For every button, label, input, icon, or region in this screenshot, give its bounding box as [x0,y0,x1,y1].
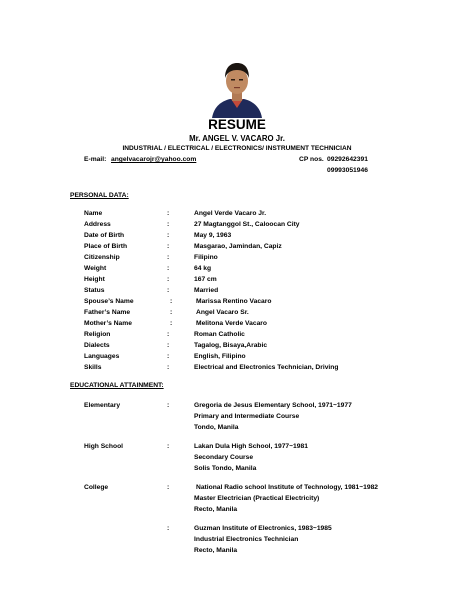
personal-label: Address [84,221,111,228]
education-school: Guzman Institute of Electronics, 1983~1985 [194,525,332,532]
education-level: Elementary [84,402,121,409]
separator: : [167,287,170,294]
profile-photo [206,56,268,118]
personal-label: Dialects [84,342,110,349]
personal-value: Tagalog, Bisaya,Arabic [194,342,268,349]
education-location: Solis Tondo, Manila [194,465,257,472]
separator: : [167,484,170,491]
personal-data-heading: PERSONAL DATA: [70,192,129,199]
education-course: Primary and Intermediate Course [194,413,300,420]
cp-number-1: 09292642391 [327,156,368,163]
separator: : [167,210,170,217]
personal-label: Languages [84,353,120,360]
cp-number-2: 09993051946 [327,167,368,174]
personal-value: 27 Magtanggol St., Caloocan City [194,221,300,228]
resume-title: RESUME [208,117,266,132]
separator: : [167,221,170,228]
personal-label: Father’s Name [84,309,131,316]
separator: : [170,320,173,327]
personal-value: Angel Vacaro Sr. [196,309,249,316]
separator: : [167,254,170,261]
personal-label: Name [84,210,103,217]
separator: : [167,353,170,360]
separator: : [167,402,170,409]
personal-label: Religion [84,331,111,338]
portrait-image [206,56,268,118]
education-school: Gregoria de Jesus Elementary School, 1971~1977 [194,402,352,409]
cp-label: CP nos. [299,156,324,163]
education-school: Lakan Dula High School, 1977~1981 [194,443,308,450]
education-location: Recto, Manila [194,547,238,554]
education-heading: EDUCATIONAL ATTAINMENT: [70,382,164,389]
separator: : [170,298,173,305]
education-course: Secondary Course [194,454,254,461]
education-level: College [84,484,109,491]
personal-label: Weight [84,265,107,272]
personal-label: Height [84,276,105,283]
personal-label: Citizenship [84,254,120,261]
separator: : [167,276,170,283]
education-course: Master Electrician (Practical Electricity) [194,495,320,502]
separator: : [167,525,170,532]
education-location: Recto, Manila [194,506,238,513]
personal-value: Roman Catholic [194,331,245,338]
separator: : [167,364,170,371]
personal-value: Electrical and Electronics Technician, Driving [194,364,339,371]
personal-value: 167 cm [194,276,217,283]
personal-label: Status [84,287,105,294]
personal-value: Marissa Rentino Vacaro [196,298,272,305]
separator: : [167,342,170,349]
personal-label: Place of Birth [84,243,128,250]
separator: : [167,243,170,250]
education-level: High School [84,443,124,450]
personal-value: English, Filipino [194,353,246,360]
separator: : [167,232,170,239]
personal-value: Filipino [194,254,218,261]
education-course: Industrial Electronics Technician [194,536,299,543]
profession-line: INDUSTRIAL / ELECTRICAL / ELECTRONICS/ INSTRUMENT TECHNICIAN [122,145,352,152]
education-location: Tondo, Manila [194,424,239,431]
separator: : [167,443,170,450]
personal-value: Angel Verde Vacaro Jr. [194,210,267,217]
personal-value: 64 kg [194,265,212,272]
personal-label: Skills [84,364,102,371]
personal-label: Spouse’s Name [84,298,134,305]
personal-value: May 9, 1963 [194,232,232,239]
personal-value: Married [194,287,219,294]
separator: : [167,331,170,338]
personal-value: Masgarao, Jamindan, Capiz [194,243,282,250]
applicant-name: Mr. ANGEL V. VACARO Jr. [189,134,285,143]
personal-value: Melitona Verde Vacaro [196,320,267,327]
personal-label: Date of Birth [84,232,125,239]
separator: : [167,265,170,272]
separator: : [170,309,173,316]
email-label: E-mail: [84,156,107,163]
personal-label: Mother’s Name [84,320,132,327]
education-school: National Radio school Institute of Technology, 1981~1982 [196,484,379,491]
email-link[interactable]: angelvacarojr@yahoo.com [111,156,197,163]
